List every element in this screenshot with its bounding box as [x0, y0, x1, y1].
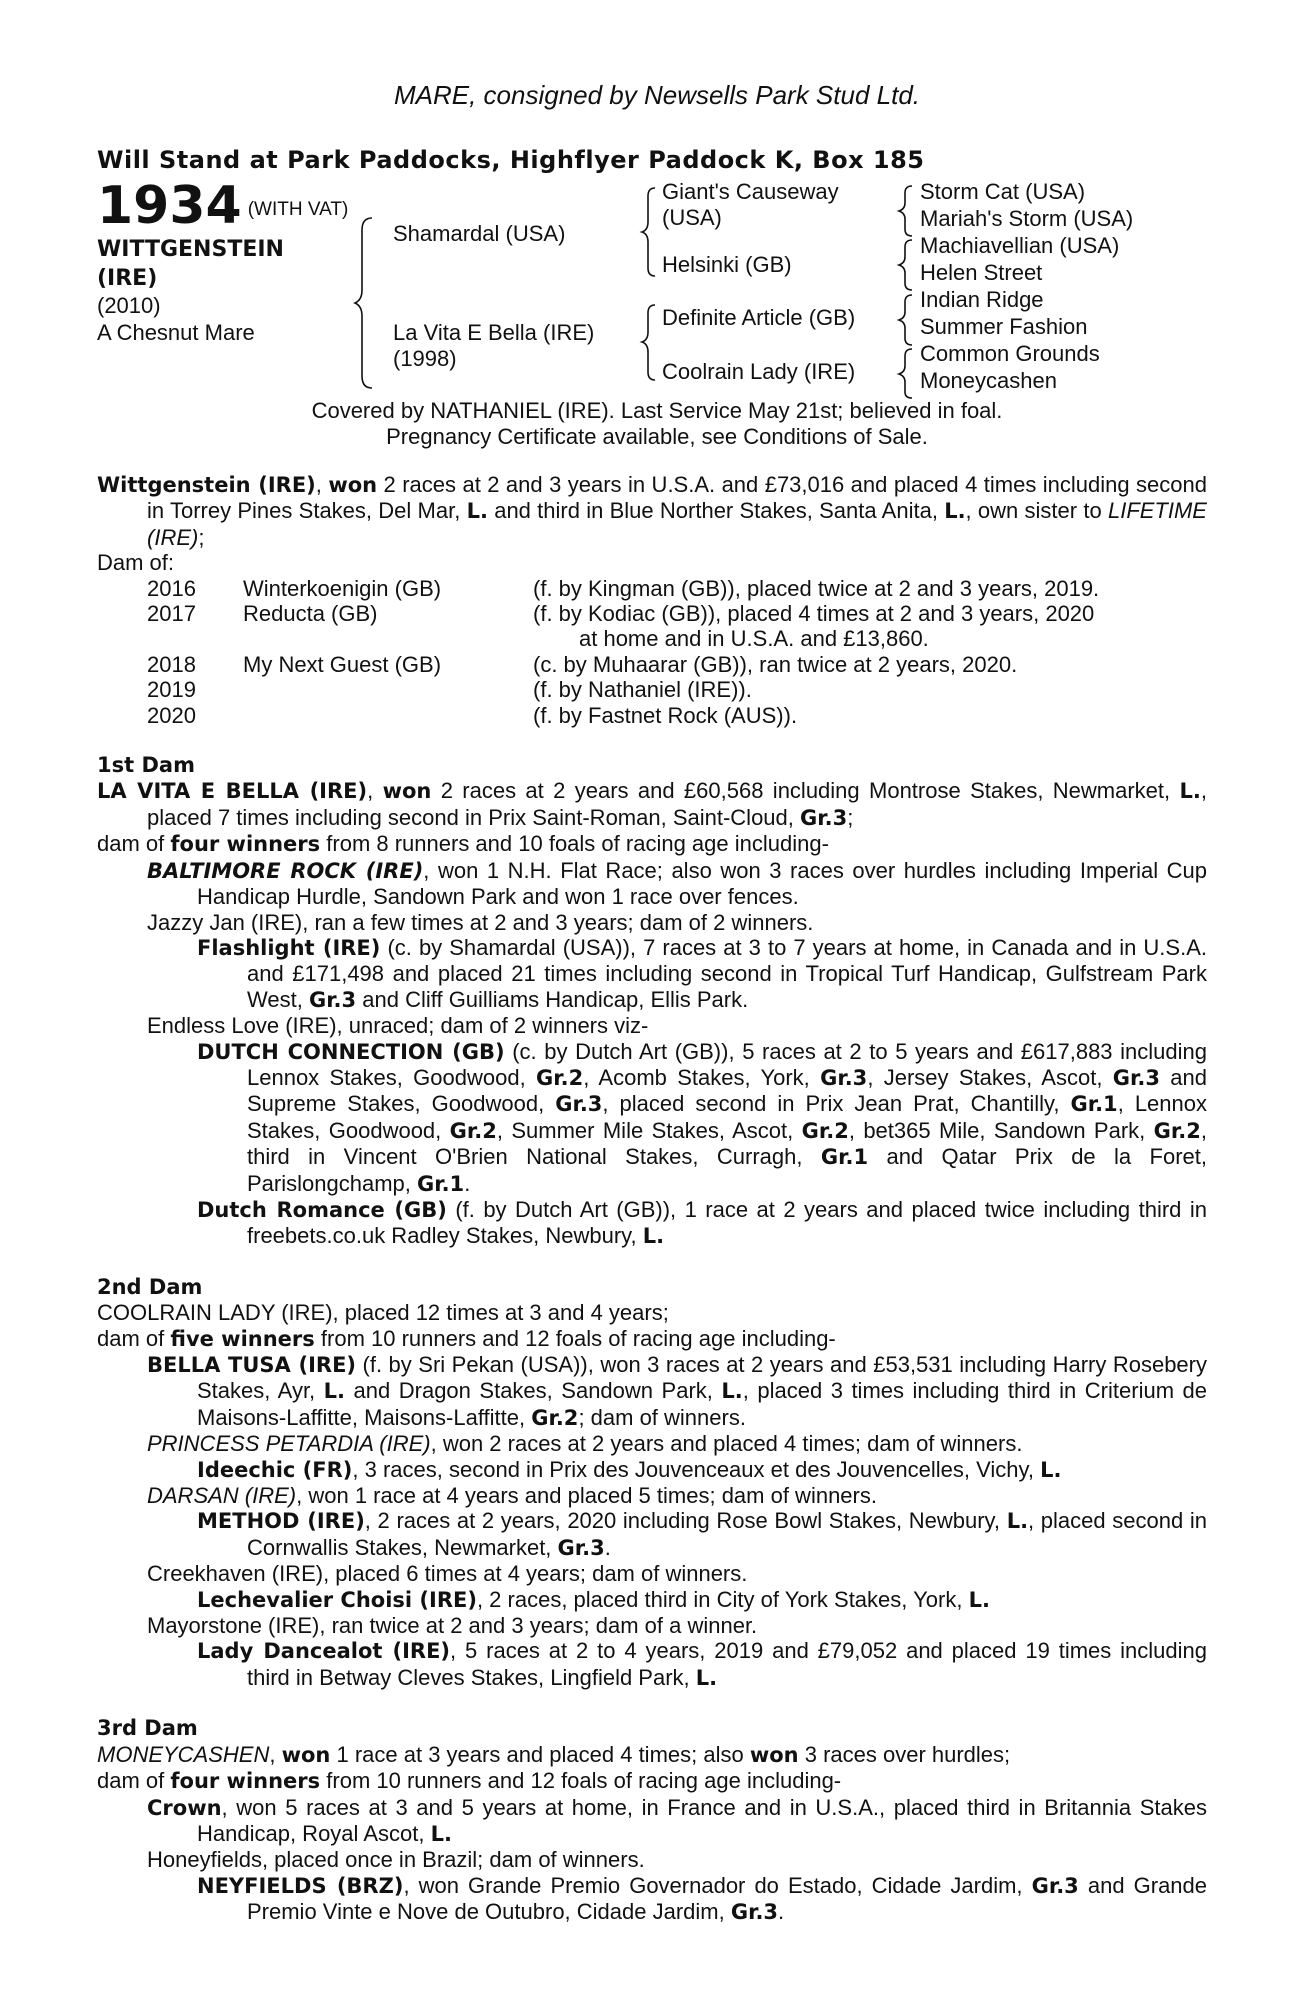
produce-note: (c. by Muhaarar (GB)), ran twice at 2 years, 2020.	[533, 651, 1018, 677]
progeny-mayorstone: Mayorstone (IRE), ran twice at 2 and 3 years; dam of a winner.	[147, 1613, 758, 1639]
produce-year: 2016	[147, 575, 196, 601]
pedigree-g5: Indian Ridge	[920, 287, 1044, 312]
lot-number: 1934	[97, 176, 242, 236]
produce-name	[243, 703, 533, 728]
pedigree-g1: Storm Cat (USA)	[920, 179, 1086, 204]
produce-record	[97, 601, 1207, 652]
produce-note: (f. by Fastnet Rock (AUS)).	[533, 702, 798, 728]
progeny-lechevalier-choisi: Lechevalier Choisi (IRE), 2 races, placed third in City of York Stakes, York, L.	[197, 1586, 990, 1612]
progeny-creekhaven: Creekhaven (IRE), placed 6 times at 4 years; dam of winners.	[147, 1561, 748, 1587]
pedigree-g8: Moneycashen	[920, 368, 1057, 393]
produce-record	[97, 677, 1207, 702]
produce-note-cont: at home and in U.S.A. and £13,860.	[579, 626, 929, 652]
covered-line1: Covered by NATHANIEL (IRE). Last Service May 21st; believed in foal.	[311, 398, 1003, 423]
pedigree-g7: Common Grounds	[920, 341, 1100, 366]
produce-name: Winterkoenigin (GB)	[243, 575, 442, 601]
dam-sire: Definite Article (GB)	[662, 305, 856, 330]
third-dam-produce-line: dam of four winners from 10 runners and 12 foals of racing age including-	[97, 1768, 842, 1794]
progeny-crown: Crown, won 5 races at 3 and 5 years at home, in France and in U.S.A., placed third in Britannia Stakes Handicap, Royal Ascot, L.	[147, 1794, 1207, 1846]
sire-sire-country: (USA)	[662, 205, 722, 230]
produce-record	[97, 576, 1207, 601]
produce-year: 2020	[147, 702, 196, 728]
progeny-jazzy-jan: Jazzy Jan (IRE), ran a few times at 2 and 3 years; dam of 2 winners.	[147, 909, 814, 935]
dam-dam: Coolrain Lady (IRE)	[662, 359, 856, 384]
sire-sire: Giant's Causeway	[662, 179, 839, 204]
progeny-princess-petardia: PRINCESS PETARDIA (IRE), won 2 races at 2 years and placed 4 times; dam of winners.	[147, 1431, 1023, 1457]
consignment-heading: MARE, consigned by Newsells Park Stud Ltd.	[393, 80, 921, 110]
produce-name: My Next Guest (GB)	[243, 651, 442, 677]
produce-name: Reducta (GB)	[243, 601, 378, 627]
covered-note	[0, 398, 1314, 450]
catalogue-body	[97, 472, 1207, 1926]
progeny-honeyfields: Honeyfields, placed once in Brazil; dam of winners.	[147, 1847, 645, 1873]
pedigree-g3: Machiavellian (USA)	[920, 233, 1120, 258]
dam-of-label: Dam of:	[97, 550, 175, 576]
progeny-lady-dancealot: Lady Dancealot (IRE), 5 races at 2 to 4 years, 2019 and £79,052 and placed 19 times including third in Betway Cleves Stakes, Lingfield Park, L.	[197, 1638, 1207, 1690]
produce-year: 2018	[147, 651, 196, 677]
progeny-endless-love: Endless Love (IRE), unraced; dam of 2 winners viz-	[147, 1013, 649, 1039]
sire-dam: Helsinki (GB)	[662, 252, 792, 277]
horse-description: A Chesnut Mare	[97, 320, 255, 345]
second-dam-summary: COOLRAIN LADY (IRE), placed 12 times at 3 and 4 years;	[97, 1300, 669, 1326]
produce-note: (f. by Kodiac (GB)), placed 4 times at 2 and 3 years, 2020	[533, 601, 1095, 627]
dam-year: (1998)	[393, 346, 457, 371]
progeny-baltimore-rock: BALTIMORE ROCK (IRE), won 1 N.H. Flat Race; also won 3 races over hurdles including Imperial Cup Handicap Hurdle, Sandown Park and won 1 race over fences.	[147, 857, 1207, 910]
first-dam-summary: LA VITA E BELLA (IRE), won 2 races at 2 years and £60,568 including Montrose Stakes, Newmarket, L., placed 7 times including second in Prix Saint-Roman, Saint-Cloud, Gr.3;	[97, 778, 1207, 830]
horse-name: WITTGENSTEIN (IRE)	[97, 237, 284, 291]
dam-name: La Vita E Bella (IRE)	[393, 320, 595, 345]
progeny-darsan: DARSAN (IRE), won 1 race at 4 years and placed 5 times; dam of winners.	[147, 1483, 877, 1509]
progeny-ideechic: Ideechic (FR), 3 races, second in Prix des Jouvenceaux et des Jouvencelles, Vichy, L.	[197, 1456, 1062, 1482]
third-dam-heading: 3rd Dam	[97, 1716, 198, 1741]
covered-line2: Pregnancy Certificate available, see Conditions of Sale.	[386, 424, 928, 449]
produce-note: (f. by Kingman (GB)), placed twice at 2 and 3 years, 2019.	[533, 575, 1100, 601]
pedigree-brackets	[0, 0, 1314, 400]
produce-record	[97, 652, 1207, 677]
mare-summary: Wittgenstein (IRE), won 2 races at 2 and 3 years in U.S.A. and £73,016 and placed 4 times including second in Torrey Pines Stakes, Del Mar, L. and third in Blue Norther Stakes, Santa Anita, L., own sister to LIFETIME (IRE);	[97, 472, 1207, 550]
horse-year: (2010)	[97, 293, 161, 318]
progeny-bella-tusa: BELLA TUSA (IRE) (f. by Sri Pekan (USA)), won 3 races at 2 years and £53,531 including Harry Rosebery Stakes, Ayr, L. and Dragon Stakes, Sandown Park, L., placed 3 times including third in Criterium de Maisons-Laffitte, Maisons-Laffitte, Gr.2; dam of winners.	[147, 1352, 1207, 1430]
pedigree-g4: Helen Street	[920, 260, 1043, 285]
produce-year: 2019	[147, 677, 196, 703]
second-dam-heading: 2nd Dam	[97, 1274, 203, 1299]
produce-year: 2017	[147, 601, 196, 627]
first-dam-heading: 1st Dam	[97, 753, 195, 778]
produce-name	[243, 677, 533, 702]
pedigree-g6: Summer Fashion	[920, 314, 1088, 339]
produce-note: (f. by Nathaniel (IRE)).	[533, 677, 752, 703]
produce-record	[97, 703, 1207, 728]
progeny-neyfields: NEYFIELDS (BRZ), won Grande Premio Governador do Estado, Cidade Jardim, Gr.3 and Grande Premio Vinte e Nove de Outubro, Cidade Jardim, Gr.3.	[197, 1872, 1208, 1925]
stand-location: Will Stand at Park Paddocks, Highflyer Paddock K, Box 185	[97, 146, 925, 174]
first-dam-produce-line: dam of four winners from 8 runners and 10 foals of racing age including-	[97, 831, 829, 857]
pedigree-g2: Mariah's Storm (USA)	[920, 206, 1134, 231]
progeny-flashlight: Flashlight (IRE) (c. by Shamardal (USA)), 7 races at 3 to 7 years at home, in Canada and in U.S.A. and £171,498 and placed 21 times including second in Tropical Turf Handicap, Gulfstream Park West, Gr.3 and Cliff Guilliams Handicap, Ellis Park.	[197, 934, 1207, 1012]
progeny-dutch-connection: DUTCH CONNECTION (GB) (c. by Dutch Art (GB)), 5 races at 2 to 5 years and £617,883 including Lennox Stakes, Goodwood, Gr.2, Acomb Stakes, York, Gr.3, Jersey Stakes, Ascot, Gr.3 and Supreme Stakes, Goodwood, Gr.3, placed second in Prix Jean Prat, Chantilly, Gr.1, Lennox Stakes, Goodwood, Gr.2, Summer Mile Stakes, Ascot, Gr.2, bet365 Mile, Sandown Park, Gr.2, third in Vincent O'Brien National Stakes, Curragh, Gr.1 and Qatar Prix de la Foret, Parislongchamp, Gr.1.	[197, 1038, 1207, 1196]
second-dam-produce-line: dam of five winners from 10 runners and 12 foals of racing age including-	[97, 1325, 836, 1351]
progeny-dutch-romance: Dutch Romance (GB) (f. by Dutch Art (GB)), 1 race at 2 years and placed twice including third in freebets.co.uk Radley Stakes, Newbury, L.	[197, 1196, 1207, 1249]
sire-name: Shamardal (USA)	[393, 221, 566, 246]
vat-note: (WITH VAT)	[247, 199, 349, 220]
progeny-method: METHOD (IRE), 2 races at 2 years, 2020 including Rose Bowl Stakes, Newbury, L., placed second in Cornwallis Stakes, Newmarket, Gr.3.	[197, 1508, 1207, 1560]
third-dam-summary: MONEYCASHEN, won 1 race at 3 years and placed 4 times; also won 3 races over hurdles;	[97, 1741, 1011, 1767]
